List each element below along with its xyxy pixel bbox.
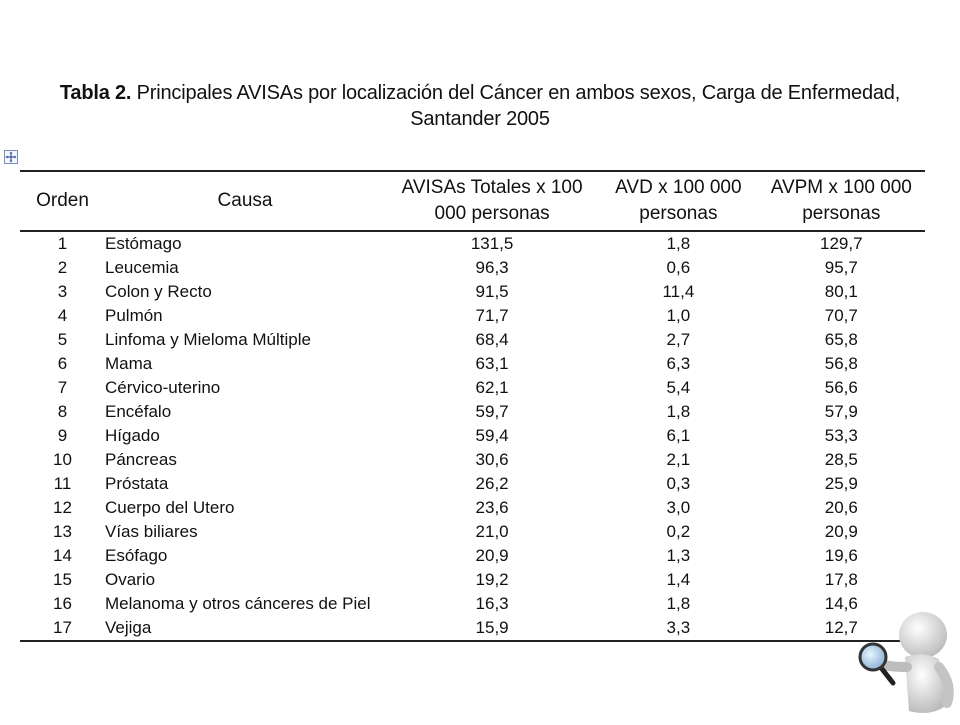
cell-causa: Páncreas bbox=[105, 450, 177, 469]
table-row bbox=[20, 520, 925, 544]
cell-causa: Linfoma y Mieloma Múltiple bbox=[105, 330, 311, 349]
table-row bbox=[20, 280, 925, 304]
cell-avpm: 57,9 bbox=[824, 402, 858, 421]
cell-orden: 2 bbox=[57, 258, 68, 277]
cell-avd: 1,0 bbox=[666, 306, 691, 325]
cell-avd: 2,7 bbox=[666, 330, 691, 349]
header-avpm: AVPM x 100 000 personas bbox=[758, 171, 925, 231]
cell-orden: 12 bbox=[53, 498, 72, 517]
cell-avisas: 91,5 bbox=[475, 282, 509, 301]
cell-causa: Vías biliares bbox=[105, 522, 198, 541]
cell-orden: 7 bbox=[57, 378, 68, 397]
cell-avisas: 19,2 bbox=[475, 570, 509, 589]
cell-orden: 9 bbox=[57, 426, 68, 445]
cell-avpm: 129,7 bbox=[820, 234, 863, 253]
cell-orden: 6 bbox=[57, 354, 68, 373]
cell-causa: Mama bbox=[105, 354, 153, 373]
cell-orden: 14 bbox=[53, 546, 72, 565]
cell-causa: Encéfalo bbox=[105, 402, 172, 421]
table-row bbox=[20, 616, 925, 641]
cell-orden: 4 bbox=[57, 306, 68, 325]
table-row bbox=[20, 400, 925, 424]
cell-avpm: 17,8 bbox=[824, 570, 858, 589]
header-orden: Orden bbox=[20, 171, 105, 231]
cell-causa: Próstata bbox=[105, 474, 169, 493]
cell-orden: 13 bbox=[53, 522, 72, 541]
table-row bbox=[20, 352, 925, 376]
header-avisas: AVISAs Totales x 100 000 personas bbox=[385, 171, 599, 231]
cell-avpm: 65,8 bbox=[824, 330, 858, 349]
cell-avisas: 26,2 bbox=[475, 474, 509, 493]
cell-avisas: 131,5 bbox=[470, 234, 514, 253]
cell-avpm: 80,1 bbox=[824, 282, 858, 301]
table-title-text: Principales AVISAs por localización del Cáncer en ambos sexos, Carga de Enfermedad, Santander 2005 bbox=[136, 82, 901, 130]
cell-avd: 2,1 bbox=[666, 450, 691, 469]
cell-avd: 1,8 bbox=[666, 594, 691, 613]
cell-avpm: 95,7 bbox=[824, 258, 858, 277]
cell-avisas: 59,4 bbox=[475, 426, 509, 445]
cell-causa: Esófago bbox=[105, 546, 168, 565]
avisas-table bbox=[20, 170, 925, 642]
table-row bbox=[20, 256, 925, 280]
table-row bbox=[20, 304, 925, 328]
cell-avisas: 20,9 bbox=[475, 546, 509, 565]
cell-avd: 1,8 bbox=[666, 234, 691, 253]
table-header-row bbox=[20, 171, 925, 231]
cell-avd: 6,3 bbox=[666, 354, 691, 373]
cell-avisas: 68,4 bbox=[475, 330, 509, 349]
cell-avpm: 28,5 bbox=[824, 450, 858, 469]
cell-avd: 0,2 bbox=[666, 522, 691, 541]
table-row bbox=[20, 424, 925, 448]
cell-avisas: 21,0 bbox=[475, 522, 509, 541]
cell-avpm: 12,7 bbox=[758, 616, 925, 641]
cell-avisas: 63,1 bbox=[475, 354, 509, 373]
table-row bbox=[20, 496, 925, 520]
cell-orden: 8 bbox=[57, 402, 68, 421]
cell-orden: 16 bbox=[53, 594, 72, 613]
cell-orden: 3 bbox=[57, 282, 68, 301]
cell-causa: Estómago bbox=[105, 234, 182, 253]
cell-avisas: 96,3 bbox=[475, 258, 509, 277]
cell-avd: 1,8 bbox=[666, 402, 691, 421]
cell-causa: Cuerpo del Utero bbox=[105, 498, 235, 517]
cell-causa: Melanoma y otros cánceres de Piel bbox=[105, 594, 371, 613]
cell-avd: 3,3 bbox=[599, 616, 757, 641]
move-handle-icon[interactable] bbox=[4, 150, 18, 164]
table-row bbox=[20, 592, 925, 616]
cell-causa: Pulmón bbox=[105, 306, 163, 325]
table-row bbox=[20, 544, 925, 568]
cell-causa: Leucemia bbox=[105, 258, 179, 277]
cell-avd: 0,3 bbox=[666, 474, 691, 493]
cell-avpm: 70,7 bbox=[824, 306, 858, 325]
magnifier-figure-icon bbox=[835, 605, 960, 720]
table-title bbox=[30, 80, 930, 132]
cell-avpm: 25,9 bbox=[824, 474, 858, 493]
cell-orden: 11 bbox=[53, 474, 72, 493]
cell-avisas: 15,9 bbox=[385, 616, 599, 641]
table-row bbox=[20, 448, 925, 472]
cell-avd: 0,6 bbox=[666, 258, 691, 277]
cell-orden: 1 bbox=[57, 234, 68, 253]
cell-avpm: 14,6 bbox=[824, 594, 858, 613]
cell-causa: Vejiga bbox=[105, 616, 385, 641]
table-row bbox=[20, 472, 925, 496]
cell-avpm: 19,6 bbox=[824, 546, 858, 565]
cell-avpm: 56,6 bbox=[824, 378, 858, 397]
cell-avisas: 62,1 bbox=[475, 378, 509, 397]
cell-causa: Hígado bbox=[105, 426, 160, 445]
cell-avisas: 30,6 bbox=[475, 450, 509, 469]
header-causa: Causa bbox=[105, 171, 385, 231]
cell-avd: 1,3 bbox=[666, 546, 691, 565]
cell-avpm: 53,3 bbox=[824, 426, 858, 445]
cell-avisas: 59,7 bbox=[475, 402, 509, 421]
cell-avisas: 71,7 bbox=[475, 306, 509, 325]
cell-avpm: 20,6 bbox=[824, 498, 858, 517]
table-row bbox=[20, 231, 925, 256]
cell-avd: 3,0 bbox=[666, 498, 691, 517]
cell-causa: Cérvico-uterino bbox=[105, 378, 221, 397]
cell-avpm: 20,9 bbox=[824, 522, 858, 541]
cell-causa: Colon y Recto bbox=[105, 282, 212, 301]
cell-orden: 17 bbox=[20, 616, 105, 641]
cell-causa: Ovario bbox=[105, 570, 156, 589]
cell-avpm: 56,8 bbox=[824, 354, 858, 373]
cell-avd: 6,1 bbox=[666, 426, 691, 445]
header-avd: AVD x 100 000 personas bbox=[599, 171, 757, 231]
table-title-prefix: Tabla 2. bbox=[59, 82, 132, 104]
cell-avd: 1,4 bbox=[666, 570, 691, 589]
cell-avd: 5,4 bbox=[666, 378, 691, 397]
table-row bbox=[20, 376, 925, 400]
cell-orden: 5 bbox=[57, 330, 68, 349]
cell-avd: 11,4 bbox=[662, 282, 695, 301]
cell-orden: 15 bbox=[53, 570, 72, 589]
table-row bbox=[20, 568, 925, 592]
table-row bbox=[20, 328, 925, 352]
cell-orden: 10 bbox=[53, 450, 72, 469]
cell-avisas: 16,3 bbox=[475, 594, 509, 613]
cell-avisas: 23,6 bbox=[475, 498, 509, 517]
